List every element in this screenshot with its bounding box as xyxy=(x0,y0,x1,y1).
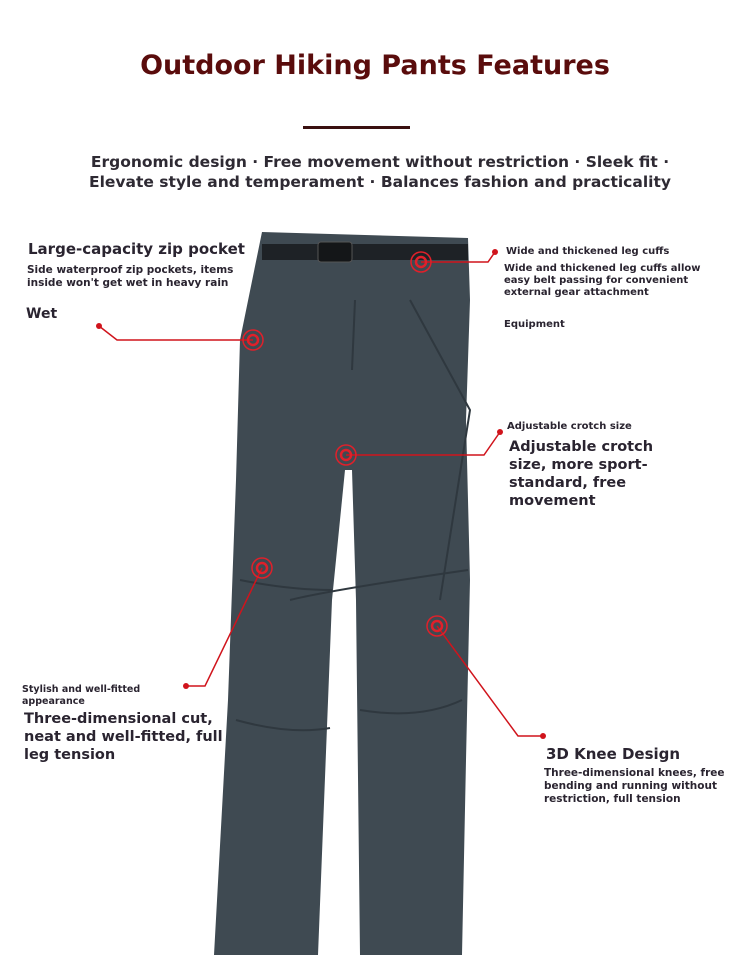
crotch-heading: Adjustable crotch size xyxy=(507,421,632,432)
crotch-desc: Adjustable crotch size, more sport-standard, free movement xyxy=(509,439,654,509)
cuffs-extra: Equipment xyxy=(504,319,565,330)
subtitle-line-1: Ergonomic design · Free movement without restriction · Sleek fit · xyxy=(90,153,670,171)
page-title: Outdoor Hiking Pants Features xyxy=(140,50,610,81)
pocket-desc: Side waterproof zip pockets, items inside won't get wet in heavy rain xyxy=(27,264,234,289)
cuffs-heading: Wide and thickened leg cuffs xyxy=(506,246,670,257)
belt-buckle-icon xyxy=(318,242,352,262)
cuffs-desc: Wide and thickened leg cuffs allow easy belt passing for convenient external gear attachment xyxy=(504,263,701,298)
belt xyxy=(262,244,468,260)
subtitle-line-2: Elevate style and temperament · Balances fashion and practicality xyxy=(89,173,671,191)
pocket-extra: Wet xyxy=(26,306,58,322)
fit-desc: Three-dimensional cut, neat and well-fitted, full leg tension xyxy=(24,711,223,763)
knee-desc: Three-dimensional knees, free bending and running without restriction, full tension xyxy=(544,767,725,805)
knee-heading: 3D Knee Design xyxy=(546,745,681,763)
fit-heading: Stylish and well-fitted appearance xyxy=(22,684,141,707)
pocket-heading: Large-capacity zip pocket xyxy=(28,240,245,258)
